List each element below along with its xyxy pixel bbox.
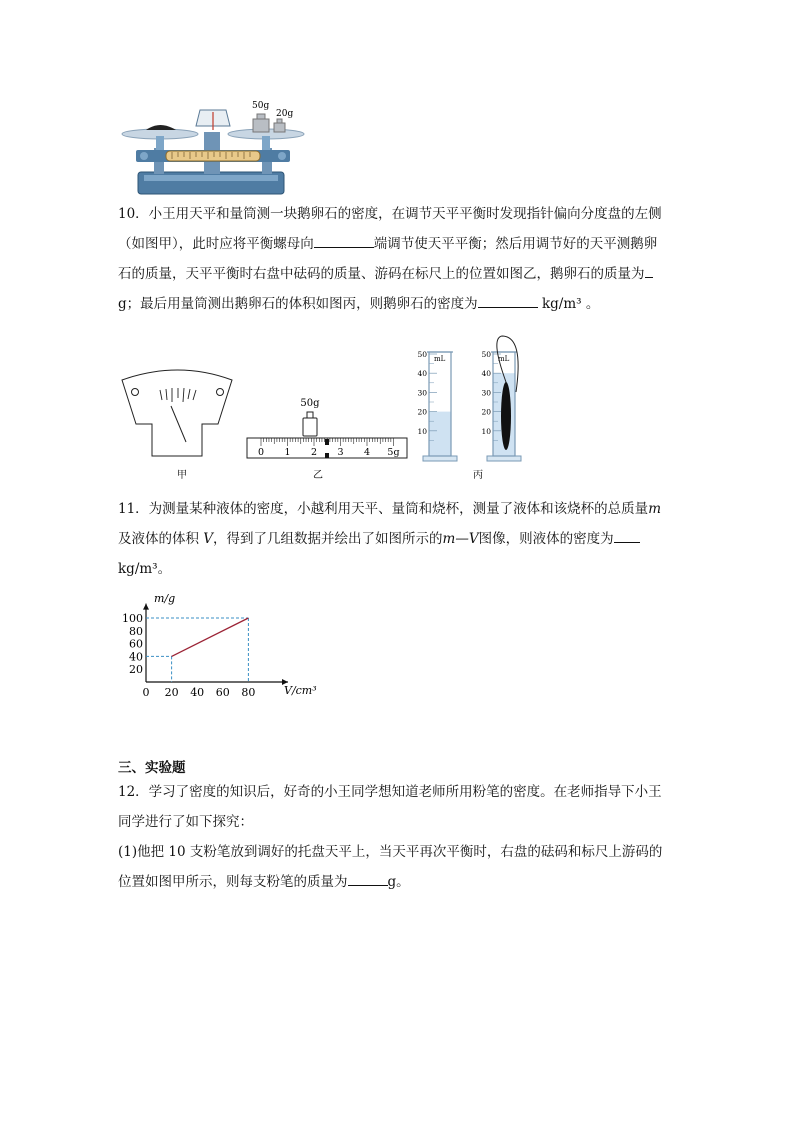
x-tick-label: 80 <box>241 686 256 699</box>
q11-line-2: 及液体的体积 V，得到了几组数据并绘出了如图所示的m—V图像，则液体的密度为 <box>118 524 678 554</box>
dial-figure <box>122 370 232 481</box>
q12-line-1: 12．学习了密度的知识后，好奇的小王同学想知道老师所用粉笔的密度。在老师指导下小王 <box>118 784 662 800</box>
x-axis-label: V/cm³ <box>284 684 317 697</box>
y-axis-label: m/g <box>154 592 176 605</box>
balance-figure <box>118 96 308 198</box>
answer-blank[interactable] <box>314 233 374 248</box>
y-tick-label: 100 <box>122 612 143 625</box>
question-11 <box>118 494 678 584</box>
answer-blank[interactable] <box>645 263 653 278</box>
cylinder-tick-label: 50 <box>417 350 427 359</box>
cylinder-tick-label: 20 <box>417 407 427 417</box>
question-10 <box>118 199 678 319</box>
q12-line-2: 同学进行了如下探究： <box>118 814 253 830</box>
q10-line-2: （如图甲），此时应将平衡螺母向 端调节使天平平衡；然后用调节好的天平测鹅卵 <box>118 229 678 259</box>
x-tick-label: 0 <box>142 686 150 699</box>
cylinder-tick-label: 10 <box>481 426 491 436</box>
data-line <box>172 618 249 656</box>
answer-blank[interactable] <box>614 528 640 543</box>
cylinder-tick-label: 50 <box>481 350 491 359</box>
q10-line-4: g；最后用量筒测出鹅卵石的体积如图丙，则鹅卵石的密度为 kg/m³ 。 <box>118 289 678 319</box>
answer-blank[interactable] <box>478 293 538 308</box>
scale-tick-label: 2 <box>310 447 318 458</box>
q11-line-3: kg/m³。 <box>118 561 172 577</box>
cylinder-tick-label: 30 <box>417 388 427 398</box>
figure-10 <box>118 332 538 484</box>
section-heading: 三、实验题 <box>118 760 186 776</box>
mv-chart <box>118 590 318 706</box>
cylinder-unit-label: mL <box>434 355 446 363</box>
cylinder-unit-label: mL <box>498 355 510 363</box>
scale-tick-label: 4 <box>363 447 371 458</box>
scale-tick-label: 5g <box>387 447 400 458</box>
scale-tick-label: 3 <box>337 447 344 458</box>
x-tick-label: 20 <box>164 686 179 699</box>
weight-50g-label: 50g <box>300 398 320 409</box>
q11-line-1: 11．为测量某种液体的密度，小越利用天平、量筒和烧杯，测量了液体和该烧杯的总质量m <box>118 501 661 517</box>
cylinder-tick-label: 20 <box>481 407 491 417</box>
cylinders-figure <box>417 336 521 481</box>
label-yi: 乙 <box>313 470 323 481</box>
answer-blank[interactable] <box>348 871 388 886</box>
label-bing: 丙 <box>473 470 483 481</box>
cylinder-tick-label: 40 <box>481 369 491 379</box>
q12-line-3: (1)他把 10 支粉笔放到调好的托盘天平上，当天平再次平衡时，右盘的砝码和标尺上游码的 <box>118 844 663 860</box>
y-tick-label: 40 <box>129 650 143 664</box>
x-tick-label: 60 <box>215 686 230 699</box>
y-tick-label: 60 <box>129 637 143 651</box>
weight-label-20g: 20g <box>276 109 294 119</box>
weight-label-50g: 50g <box>252 101 270 111</box>
q10-line-3: 石的质量，天平平衡时右盘中砝码的质量、游码在标尺上的位置如图乙，鹅卵石的质量为 <box>118 259 678 289</box>
scale-figure <box>247 398 407 481</box>
y-tick-label: 20 <box>129 663 143 677</box>
question-12 <box>118 777 678 897</box>
x-tick-label: 40 <box>190 686 205 699</box>
label-jia: 甲 <box>177 470 187 481</box>
q12-line-4: 位置如图甲所示，则每支粉笔的质量为 g。 <box>118 867 678 897</box>
y-tick-label: 80 <box>129 624 143 638</box>
scale-tick-label: 1 <box>284 447 291 458</box>
pebble-stone <box>501 382 511 450</box>
cylinder-tick-label: 10 <box>417 426 427 436</box>
cylinder-tick-label: 30 <box>481 388 491 398</box>
scale-tick-label: 0 <box>257 447 265 458</box>
q10-line-1: 10．小王用天平和量筒测一块鹅卵石的密度，在调节天平平衡时发现指针偏向分度盘的左侧 <box>118 206 662 222</box>
cylinder-tick-label: 40 <box>417 369 427 379</box>
